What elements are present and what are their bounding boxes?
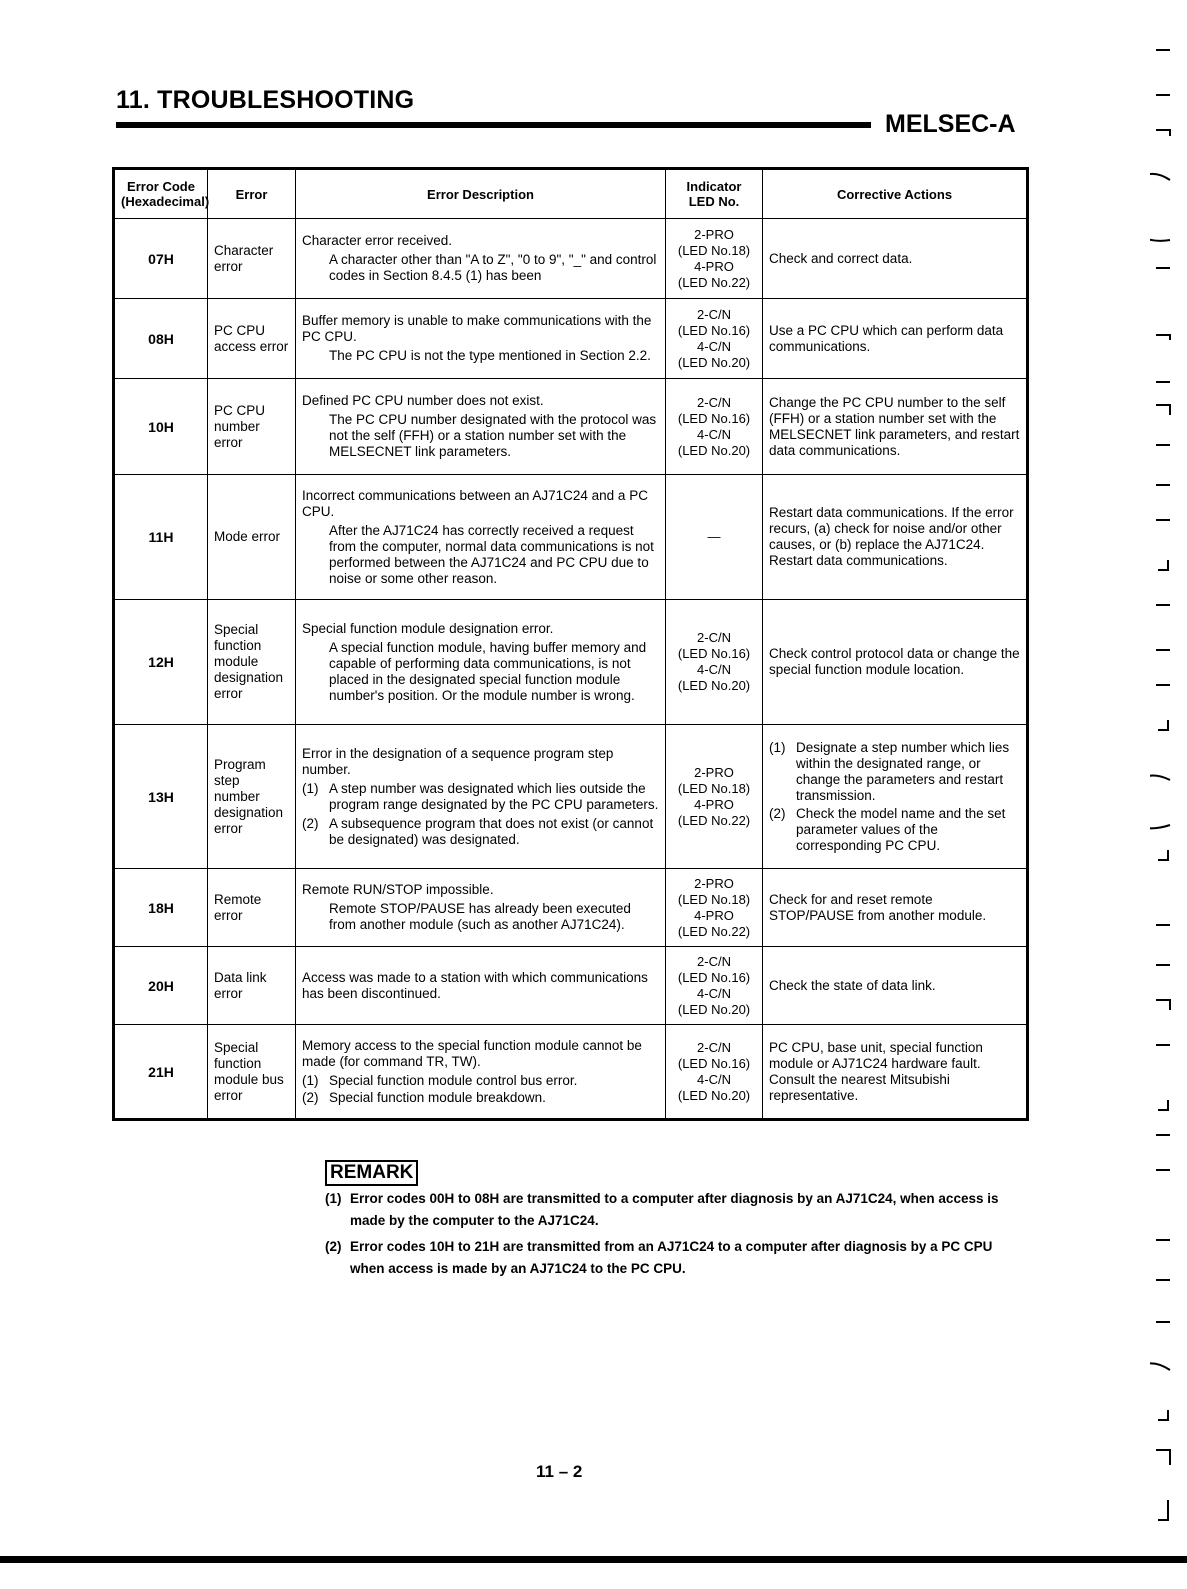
error-description bbox=[296, 1025, 666, 1120]
table-row bbox=[114, 299, 1028, 379]
led-line: (LED No.22) bbox=[677, 274, 751, 290]
led-line: (LED No.20) bbox=[677, 1087, 751, 1103]
desc-item-text: Special function module control bus error. bbox=[329, 1072, 578, 1088]
led-line: (LED No.16) bbox=[677, 322, 751, 338]
remark-item-number: (2) bbox=[325, 1239, 342, 1254]
led-line: 2-C/N bbox=[697, 394, 731, 410]
action-item-number: (1) bbox=[769, 739, 786, 755]
desc-list-item bbox=[302, 1090, 659, 1106]
desc-list-item bbox=[302, 781, 659, 813]
bottom-rule bbox=[0, 1556, 1187, 1563]
action-item-number: (2) bbox=[769, 805, 786, 821]
desc-list-item bbox=[302, 1073, 659, 1089]
error-code: 07H bbox=[114, 219, 208, 299]
error-description bbox=[296, 475, 666, 600]
table-header-row bbox=[114, 169, 1028, 219]
header-code-line1: Error Code bbox=[127, 179, 195, 194]
error-code: 20H bbox=[114, 947, 208, 1025]
led-line: (LED No.16) bbox=[677, 1055, 751, 1071]
error-description bbox=[296, 379, 666, 475]
error-name: Special function module bus error bbox=[208, 1025, 296, 1120]
header-led-line2: LED No. bbox=[688, 194, 740, 209]
header-led bbox=[666, 169, 763, 219]
error-name: Special function module designation error bbox=[208, 600, 296, 725]
action-list-item bbox=[769, 806, 1020, 854]
desc-main: Incorrect communications between an AJ71C24 and a PC CPU. bbox=[302, 487, 648, 519]
desc-detail: The PC CPU number designated with the protocol was not the self (FFH) or a station number set with the MELSECNET link parameters. bbox=[329, 412, 657, 459]
remark-item-text: Error codes 00H to 08H are transmitted to a computer after diagnosis by an AJ71C24, when access is made by the computer to the AJ71C24. bbox=[350, 1191, 999, 1228]
desc-detail: Remote STOP/PAUSE has already been executed from another module (such as another AJ71C24). bbox=[329, 901, 631, 932]
error-description bbox=[296, 869, 666, 947]
led-indicator bbox=[666, 869, 763, 947]
led-line: (LED No.22) bbox=[677, 923, 751, 939]
led-line: 4-C/N bbox=[697, 662, 731, 677]
error-name: Data link error bbox=[208, 947, 296, 1025]
error-code: 13H bbox=[114, 725, 208, 869]
led-line: 2-PRO bbox=[694, 764, 734, 780]
error-code: 11H bbox=[114, 475, 208, 600]
corrective-action bbox=[763, 725, 1028, 869]
brand-label: MELSEC-A bbox=[885, 110, 1016, 138]
error-name: Mode error bbox=[208, 475, 296, 600]
led-line: 4-PRO bbox=[694, 258, 734, 274]
section-title: 11. TROUBLESHOOTING bbox=[116, 86, 415, 114]
table-row bbox=[114, 869, 1028, 947]
table-row bbox=[114, 725, 1028, 869]
error-code: 18H bbox=[114, 869, 208, 947]
header-code-line2: (Hexadecimal) bbox=[121, 194, 210, 209]
led-line: 4-C/N bbox=[697, 338, 731, 354]
led-indicator bbox=[666, 379, 763, 475]
desc-main: Defined PC CPU number does not exist. bbox=[302, 393, 544, 408]
led-line: 4-PRO bbox=[694, 907, 734, 923]
led-line: (LED No.18) bbox=[677, 780, 751, 796]
led-line: (LED No.22) bbox=[677, 812, 751, 828]
led-line: (LED No.20) bbox=[677, 442, 751, 458]
led-line: 2-C/N bbox=[697, 630, 731, 645]
led-line: 4-C/N bbox=[697, 426, 731, 442]
error-code-table bbox=[112, 167, 1029, 1121]
corrective-action: Restart data communications. If the error recurs, (a) check for noise and/or other causes, or (b) replace the AJ71C24. Restart data communications. bbox=[763, 475, 1028, 600]
error-description bbox=[296, 600, 666, 725]
led-line: 2-PRO bbox=[694, 226, 734, 242]
corrective-action: Check the state of data link. bbox=[763, 947, 1028, 1025]
desc-detail: A character other than "A to Z", "0 to 9", "_" and control codes in Section 8.4.5 (1) has been bbox=[329, 252, 657, 283]
title-rule bbox=[116, 122, 871, 128]
corrective-action: Check and correct data. bbox=[763, 219, 1028, 299]
led-line: (LED No.18) bbox=[677, 242, 751, 258]
led-dash: — bbox=[707, 529, 721, 544]
led-line: (LED No.20) bbox=[677, 678, 751, 693]
desc-item-number: (2) bbox=[302, 1089, 319, 1105]
desc-main: Character error received. bbox=[302, 233, 453, 248]
table-row bbox=[114, 1025, 1028, 1120]
error-name: Character error bbox=[208, 219, 296, 299]
corrective-action: Change the PC CPU number to the self (FFH) or a station number set with the MELSECNET link parameters, and restart data communications. bbox=[763, 379, 1028, 475]
corrective-action: PC CPU, base unit, special function module or AJ71C24 hardware fault. Consult the nearest Mitsubishi representative. bbox=[763, 1025, 1028, 1120]
remark-item bbox=[325, 1188, 1025, 1232]
led-line: 2-PRO bbox=[694, 875, 734, 891]
led-indicator bbox=[666, 475, 763, 600]
table-row bbox=[114, 600, 1028, 725]
desc-detail: The PC CPU is not the type mentioned in Section 2.2. bbox=[329, 348, 651, 363]
led-indicator bbox=[666, 947, 763, 1025]
remark-list bbox=[325, 1188, 1025, 1280]
error-code: 12H bbox=[114, 600, 208, 725]
led-line: 2-C/N bbox=[697, 306, 731, 322]
desc-item-number: (1) bbox=[302, 1072, 319, 1088]
led-line: (LED No.16) bbox=[677, 646, 751, 661]
error-name: PC CPU number error bbox=[208, 379, 296, 475]
desc-item-text: A subsequence program that does not exist (or cannot be designated) was designated. bbox=[329, 815, 654, 847]
page-number: 11 – 2 bbox=[536, 1462, 583, 1481]
corrective-action: Use a PC CPU which can perform data communications. bbox=[763, 299, 1028, 379]
error-name: PC CPU access error bbox=[208, 299, 296, 379]
led-indicator bbox=[666, 600, 763, 725]
led-indicator bbox=[666, 219, 763, 299]
remark-label: REMARK bbox=[325, 1160, 418, 1186]
error-description bbox=[296, 725, 666, 869]
error-code: 10H bbox=[114, 379, 208, 475]
desc-item-text: Special function module breakdown. bbox=[329, 1089, 546, 1105]
led-line: (LED No.16) bbox=[677, 969, 751, 985]
header-error-code bbox=[114, 169, 208, 219]
action-item-text: Designate a step number which lies within the designated range, or change the parameters and restart transmission. bbox=[796, 739, 1010, 803]
led-indicator bbox=[666, 299, 763, 379]
desc-list-item bbox=[302, 816, 659, 848]
desc-main: Remote RUN/STOP impossible. bbox=[302, 882, 494, 897]
table-row bbox=[114, 475, 1028, 600]
led-line: (LED No.16) bbox=[677, 410, 751, 426]
table-row bbox=[114, 947, 1028, 1025]
error-description bbox=[296, 947, 666, 1025]
desc-detail: A special function module, having buffer memory and capable of performing data communications, is not placed in the designated special function module number's position. Or the module number is wrong. bbox=[329, 639, 647, 703]
header-description: Error Description bbox=[296, 169, 666, 219]
led-indicator bbox=[666, 1025, 763, 1120]
led-line: 2-C/N bbox=[697, 1039, 731, 1055]
remark-item bbox=[325, 1236, 1025, 1280]
led-line: 2-C/N bbox=[697, 953, 731, 969]
table-row bbox=[114, 219, 1028, 299]
desc-main: Special function module designation error. bbox=[302, 620, 554, 636]
desc-main: Error in the designation of a sequence program step number. bbox=[302, 745, 614, 777]
led-indicator bbox=[666, 725, 763, 869]
led-line: 4-C/N bbox=[697, 985, 731, 1001]
table-row bbox=[114, 379, 1028, 475]
remark-item-number: (1) bbox=[325, 1191, 342, 1206]
error-code: 21H bbox=[114, 1025, 208, 1120]
desc-item-number: (1) bbox=[302, 780, 319, 796]
desc-detail: After the AJ71C24 has correctly received a request from the computer, normal data communications is not performed between the AJ71C24 and PC CPU due to noise or some other reason. bbox=[329, 522, 654, 586]
header-led-line1: Indicator bbox=[686, 179, 742, 194]
action-list-item bbox=[769, 740, 1020, 804]
led-line: 4-C/N bbox=[697, 1071, 731, 1087]
action-item-text: Check the model name and the set parameter values of the corresponding PC CPU. bbox=[796, 805, 1006, 853]
error-name: Program step number designation error bbox=[208, 725, 296, 869]
corrective-action: Check for and reset remote STOP/PAUSE from another module. bbox=[763, 869, 1028, 947]
remark-item-text: Error codes 10H to 21H are transmitted from an AJ71C24 to a computer after diagnosis by a PC CPU when access is made by an AJ71C24 to the PC CPU. bbox=[350, 1239, 993, 1276]
led-line: 4-PRO bbox=[694, 796, 734, 812]
error-description bbox=[296, 219, 666, 299]
error-description bbox=[296, 299, 666, 379]
header-error: Error bbox=[208, 169, 296, 219]
led-line: (LED No.20) bbox=[677, 1001, 751, 1017]
desc-main: Memory access to the special function module cannot be made (for command TR, TW). bbox=[302, 1037, 642, 1069]
desc-main: Buffer memory is unable to make communications with the PC CPU. bbox=[302, 313, 652, 344]
desc-item-number: (2) bbox=[302, 815, 319, 831]
desc-item-text: A step number was designated which lies outside the program range designated by the PC CPU parameters. bbox=[329, 780, 659, 812]
error-name: Remote error bbox=[208, 869, 296, 947]
error-code: 08H bbox=[114, 299, 208, 379]
header-actions: Corrective Actions bbox=[763, 169, 1028, 219]
corrective-action: Check control protocol data or change the special function module location. bbox=[763, 600, 1028, 725]
led-line: (LED No.18) bbox=[677, 891, 751, 907]
led-line: (LED No.20) bbox=[677, 354, 751, 370]
desc-main: Access was made to a station with which communications has been discontinued. bbox=[302, 969, 648, 1001]
binding-margin-marks bbox=[1150, 40, 1180, 1550]
